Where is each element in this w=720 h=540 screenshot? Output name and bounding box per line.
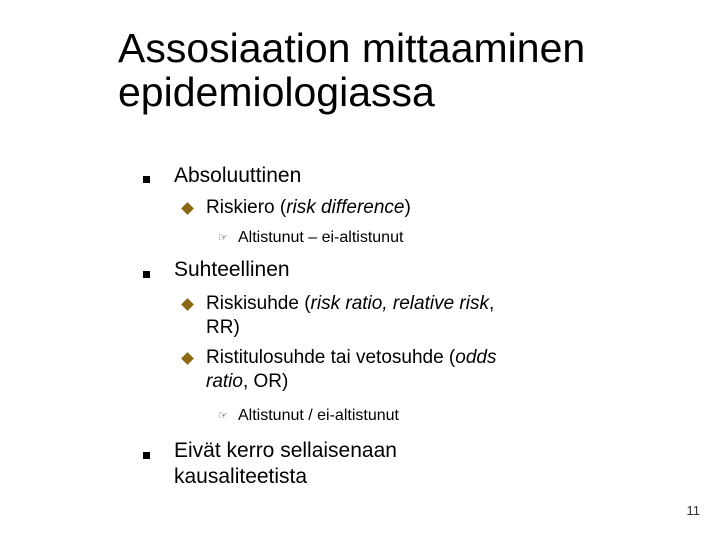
pointing-hand-icon: ☞ [218,232,228,244]
bullet-causality [174,438,397,490]
risk-ratio-line2: RR) [206,317,240,338]
bullet-relative [174,257,290,283]
square-bullet-icon [143,271,150,278]
risk-difference-close: ) [404,197,411,218]
risk-ratio-text: Riskisuhde ( [206,293,311,314]
diamond-bullet-icon [181,298,194,311]
square-bullet-icon [143,452,150,459]
risk-difference-italic: risk difference [286,197,405,218]
diamond-bullet-icon [181,352,194,365]
risk-difference-text: Riskiero ( [206,197,287,218]
ratio-formula: Altistunut / ei-altistunut [238,407,399,424]
bullet-odds-ratio [206,346,496,394]
odds-ratio-close: , OR) [242,371,289,392]
bullet-ratio-formula [238,406,399,426]
odds-ratio-italic-1: odds [455,347,497,368]
odds-ratio-text: Ristitulosuhde tai vetosuhde ( [206,347,456,368]
bullet-risk-ratio [206,292,494,340]
absolute-label: Absoluuttinen [174,164,302,187]
pointing-hand-icon: ☞ [218,410,228,422]
square-bullet-icon [143,176,150,183]
odds-ratio-italic-2: ratio [206,371,243,392]
bullet-risk-difference [206,196,411,220]
bullet-difference-formula [238,228,403,248]
bullet-absolute [174,163,301,189]
difference-formula: Altistunut – ei-altistunut [238,229,404,246]
relative-label: Suhteellinen [174,258,290,281]
diamond-bullet-icon [181,202,194,215]
causality-line-2: kausaliteetista [174,465,308,488]
risk-ratio-comma: , [488,293,495,314]
title-line-2: epidemiologiassa [118,69,435,115]
causality-line-1: Eivät kerro sellaisenaan [174,439,397,462]
title-line-1: Assosiaation mittaaminen [118,25,586,71]
page-number: 11 [686,503,700,518]
risk-ratio-italic: risk ratio, relative risk [310,293,489,314]
